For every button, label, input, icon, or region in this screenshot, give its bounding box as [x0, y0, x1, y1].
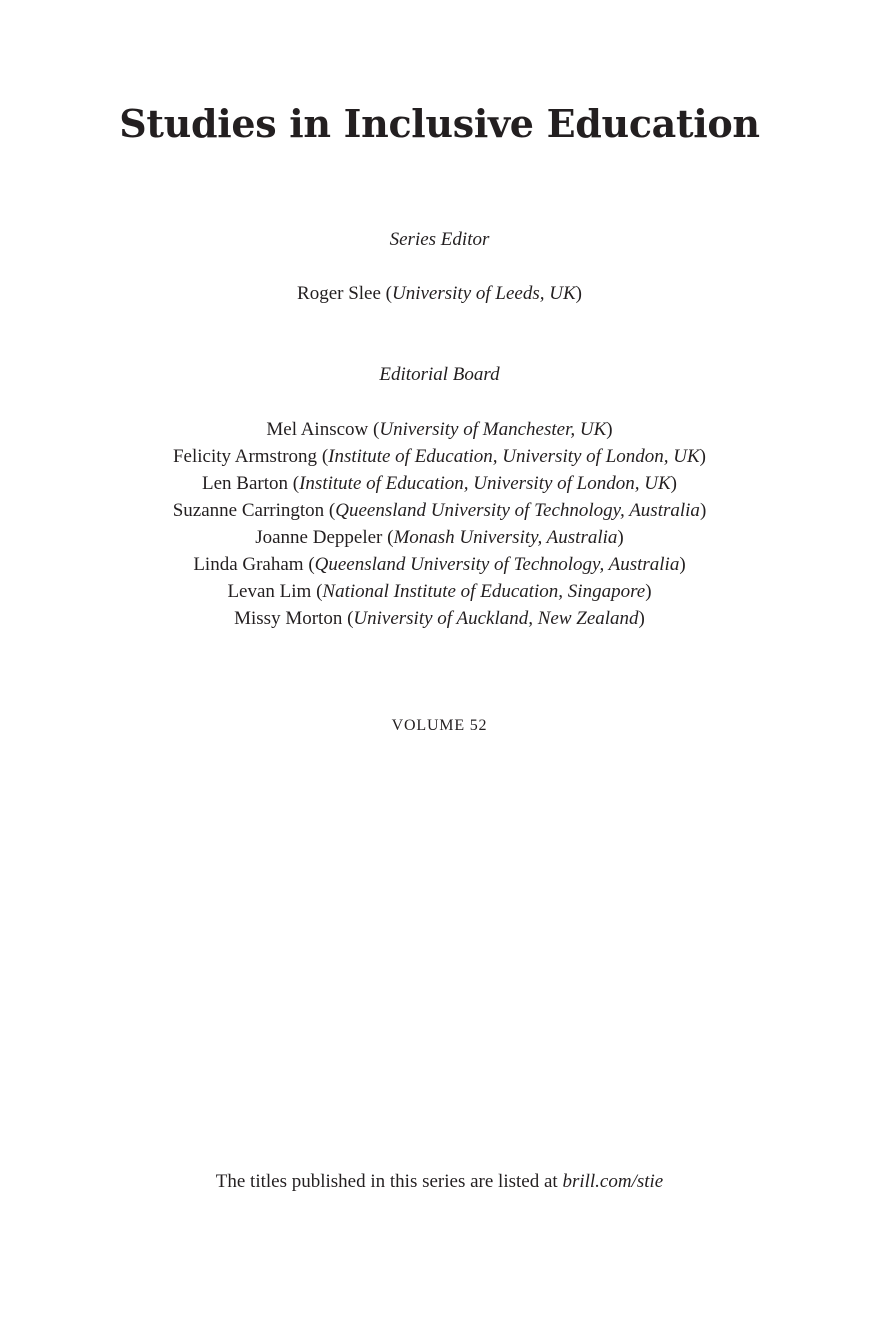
- board-member-name: Levan Lim: [227, 581, 312, 602]
- series-website-link: brill.com/stie: [562, 1171, 664, 1192]
- board-member: Mel Ainscow (University of Manchester, UK): [266, 419, 613, 440]
- board-member: Felicity Armstrong (Institute of Education, University of London, UK): [172, 446, 706, 467]
- board-member-affiliation: National Institute of Education, Singapore: [322, 581, 646, 602]
- board-member-affiliation: Queensland University of Technology, Australia: [314, 554, 680, 575]
- board-member-affiliation: Institute of Education, University of London, UK: [328, 446, 700, 467]
- volume-number: VOLUME 52: [391, 717, 488, 734]
- board-member: Missy Morton (University of Auckland, New Zealand): [234, 608, 645, 629]
- board-member-name: Felicity Armstrong: [172, 446, 318, 467]
- board-member: Joanne Deppeler (Monash University, Australia): [255, 527, 624, 548]
- board-member-name: Linda Graham: [193, 554, 304, 575]
- editorial-board-list: [0, 416, 879, 632]
- series-editor: Roger Slee (University of Leeds, UK): [297, 283, 582, 304]
- board-member-name: Missy Morton: [234, 608, 343, 629]
- board-member: Suzanne Carrington (Queensland University of Technology, Australia): [172, 500, 707, 521]
- board-member-name: Len Barton: [202, 473, 289, 494]
- board-member-affiliation: Queensland University of Technology, Australia: [335, 500, 700, 521]
- editorial-board-label: Editorial Board: [379, 364, 500, 385]
- board-member: Levan Lim (National Institute of Education, Singapore): [227, 581, 652, 602]
- board-member-name: Joanne Deppeler: [255, 527, 383, 548]
- series-editor-name: Roger Slee: [297, 283, 381, 304]
- board-member-affiliation: University of Manchester, UK: [379, 419, 607, 440]
- board-member-name: Suzanne Carrington: [172, 500, 325, 521]
- series-title: Studies in Inclusive Education: [119, 101, 760, 146]
- series-titles-note: [0, 1170, 879, 1194]
- series-titles-note-text: The titles published in this series are listed at: [215, 1171, 558, 1192]
- series-editor-label: Series Editor: [389, 229, 490, 250]
- board-member: Linda Graham (Queensland University of Technology, Australia): [193, 554, 686, 575]
- board-member-affiliation: Monash University, Australia: [393, 527, 618, 548]
- series-editor-affiliation: University of Leeds, UK: [392, 283, 576, 304]
- board-member-affiliation: Institute of Education, University of London, UK: [299, 473, 671, 494]
- board-member: Len Barton (Institute of Education, University of London, UK): [202, 473, 677, 494]
- board-member-name: Mel Ainscow: [266, 419, 369, 440]
- board-member-affiliation: University of Auckland, New Zealand: [353, 608, 639, 629]
